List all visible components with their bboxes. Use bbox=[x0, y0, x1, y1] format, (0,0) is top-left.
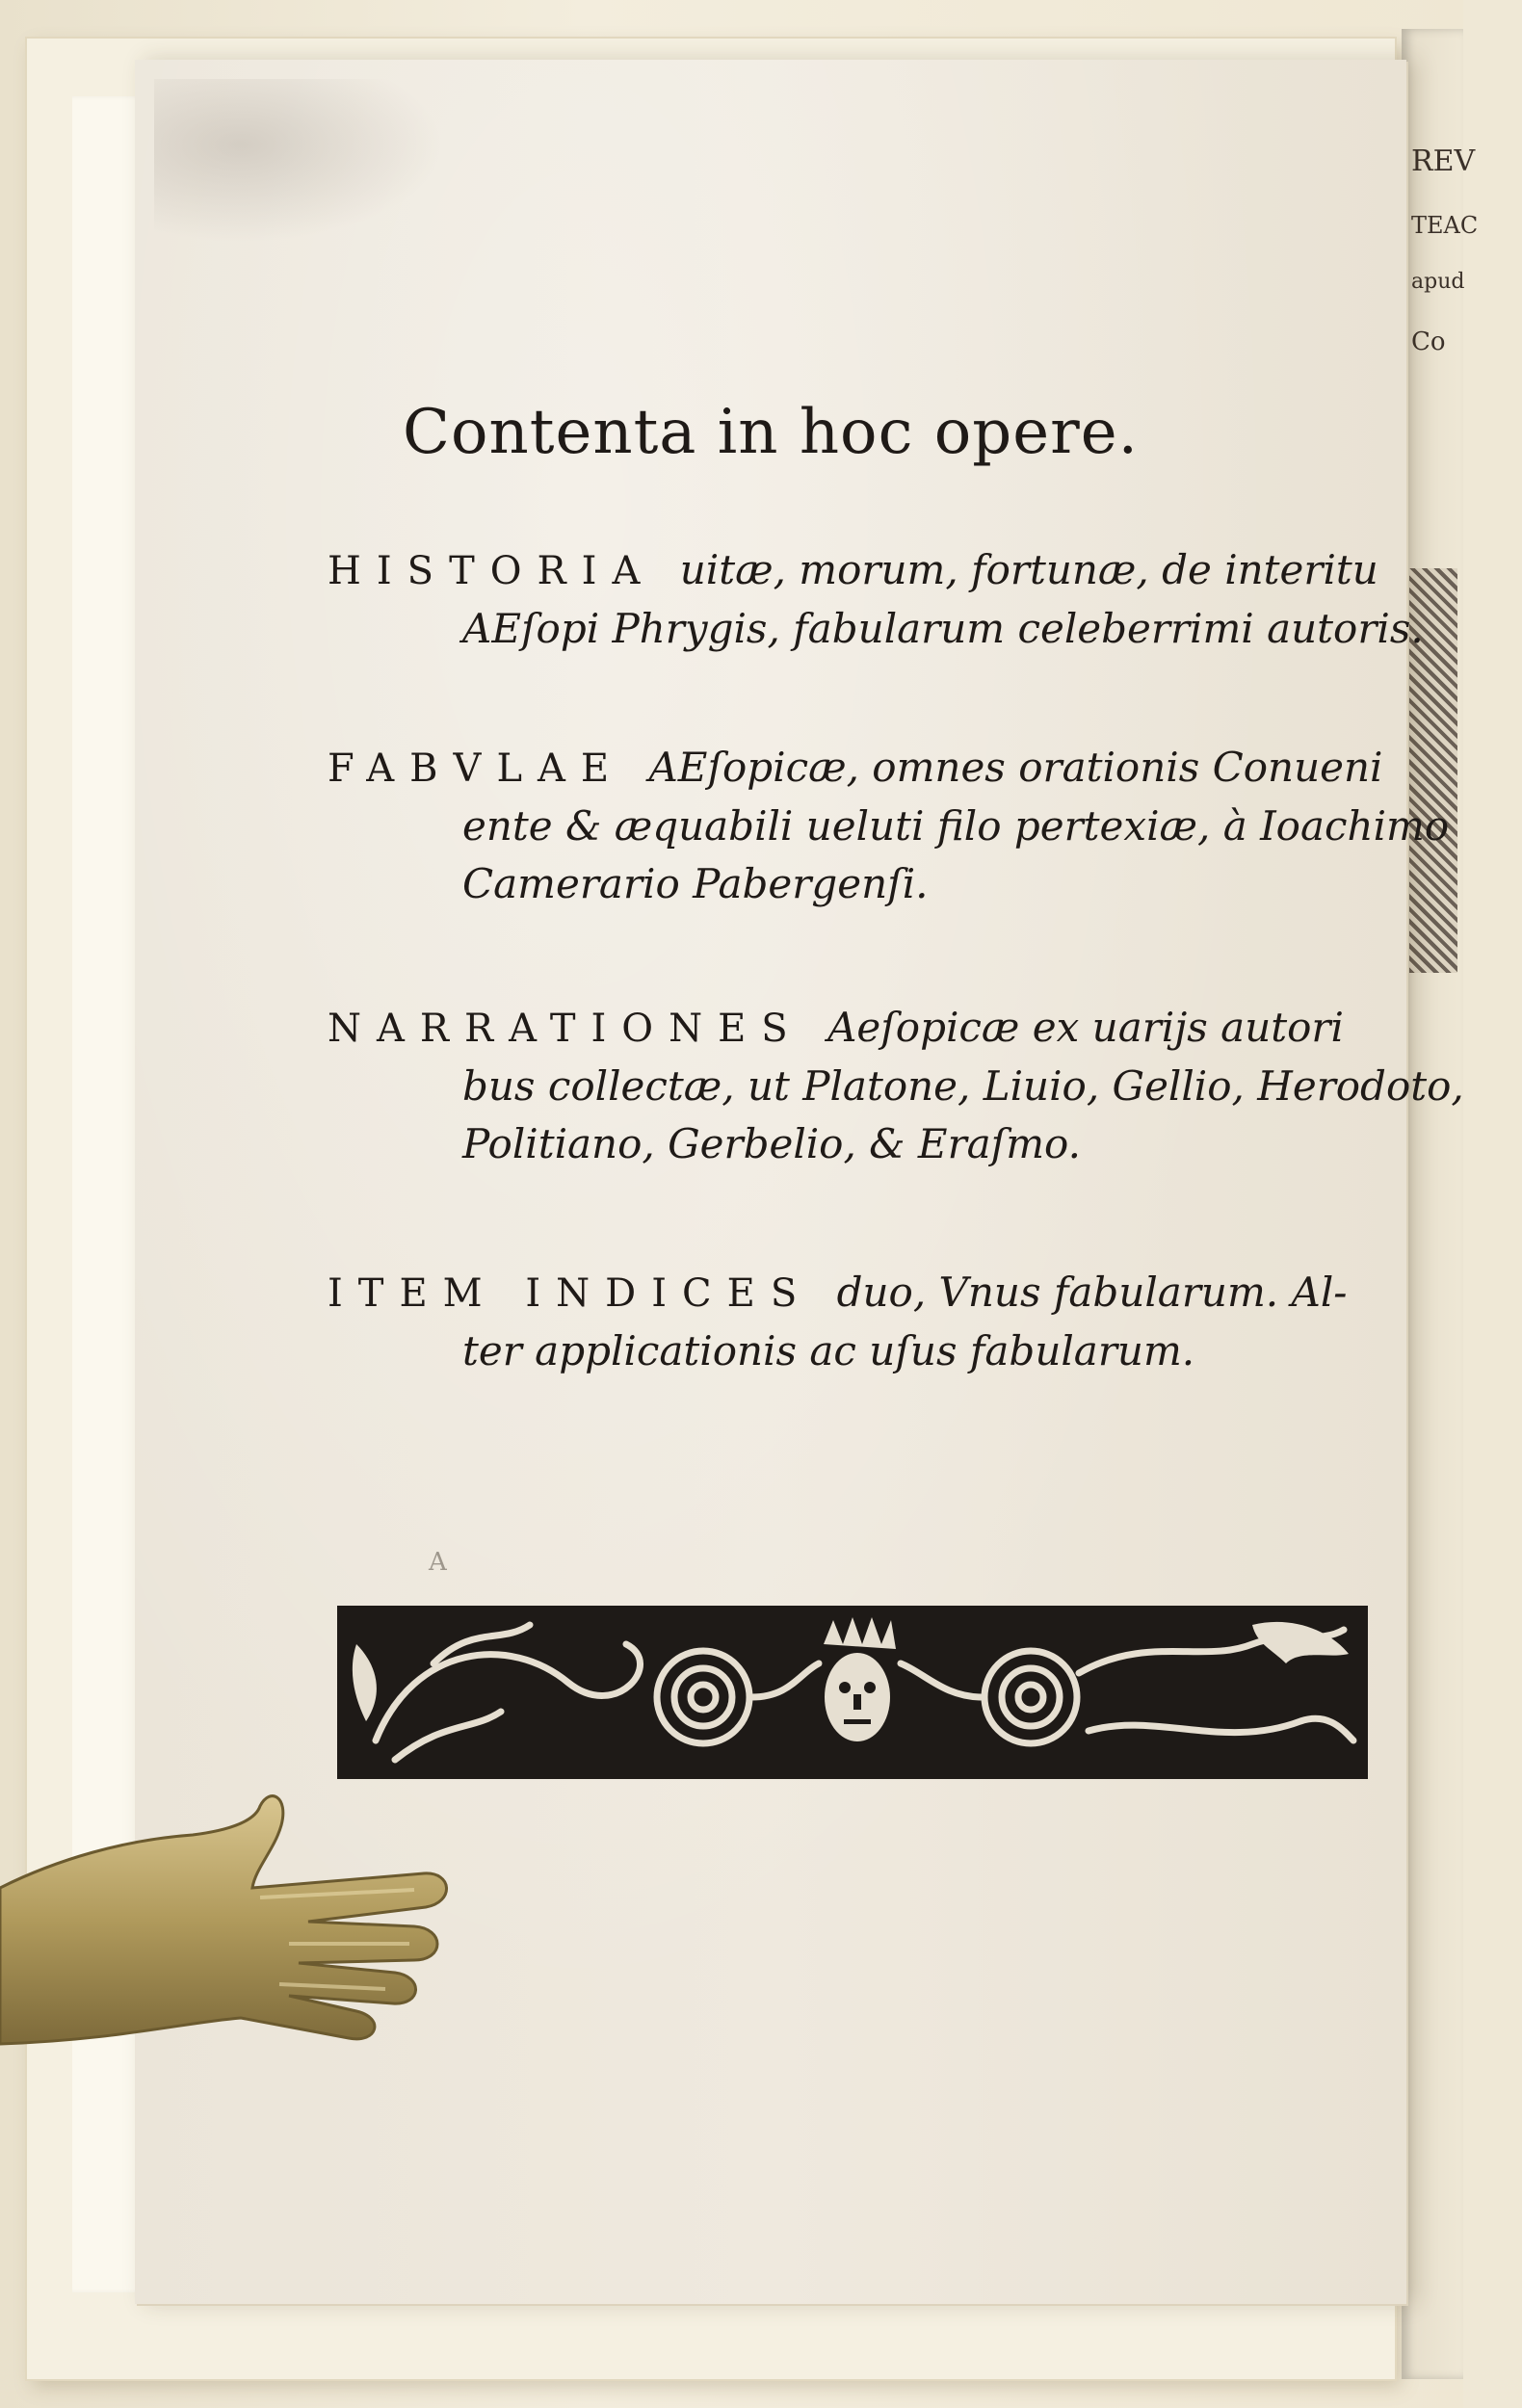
entry-continuation: Politiano, Gerbelio, & Eraſmo. bbox=[462, 1120, 1081, 1167]
entry-continuation: ente & æquabili ueluti filo pertexiæ, à Ioachimo bbox=[462, 802, 1450, 850]
adjacent-fragment: REV bbox=[1411, 144, 1476, 178]
signature-mark: A bbox=[429, 1548, 447, 1577]
adjacent-fragment: apud bbox=[1411, 270, 1465, 294]
entry-continuation: ter applicationis ac uſus fabularum. bbox=[462, 1327, 1195, 1374]
page-title: Contenta in hoc opere. bbox=[403, 397, 1139, 468]
contents-entry bbox=[328, 999, 1522, 1173]
entry-text: AEſopicæ, omnes orationis Conueni bbox=[648, 744, 1383, 791]
entry-continuation: bus collectæ, ut Platone, Liuio, Gellio, Herodoto, bbox=[462, 1062, 1464, 1110]
entry-continuation: AEſopi Phrygis, fabularum celeberrimi autoris. bbox=[462, 605, 1424, 652]
entry-text: uitæ, morum, fortunæ, de interitu bbox=[679, 546, 1378, 593]
entry-lead: NARRATIONES bbox=[328, 1007, 803, 1051]
contents-entry bbox=[328, 541, 1522, 658]
adjacent-page bbox=[1402, 29, 1479, 2379]
brass-hand-weight-icon bbox=[0, 1782, 453, 2148]
adjacent-fragment: TEAC bbox=[1411, 212, 1479, 239]
entry-text: Aeſopicæ ex uarijs autori bbox=[827, 1004, 1344, 1051]
entry-lead: FABVLAE bbox=[328, 746, 625, 791]
entry-text: duo, Vnus fabularum. Al- bbox=[836, 1269, 1348, 1316]
adjacent-fragment: Co bbox=[1411, 327, 1446, 356]
page-stain bbox=[154, 79, 443, 243]
entry-lead: ITEM INDICES bbox=[328, 1271, 813, 1316]
contents-entry bbox=[328, 1264, 1522, 1380]
entry-lead: HISTORIA bbox=[328, 549, 656, 593]
woodcut-ornament-icon bbox=[337, 1606, 1368, 1779]
contents-entry bbox=[328, 739, 1522, 913]
entry-continuation: Camerario Pabergenſi. bbox=[462, 860, 929, 907]
